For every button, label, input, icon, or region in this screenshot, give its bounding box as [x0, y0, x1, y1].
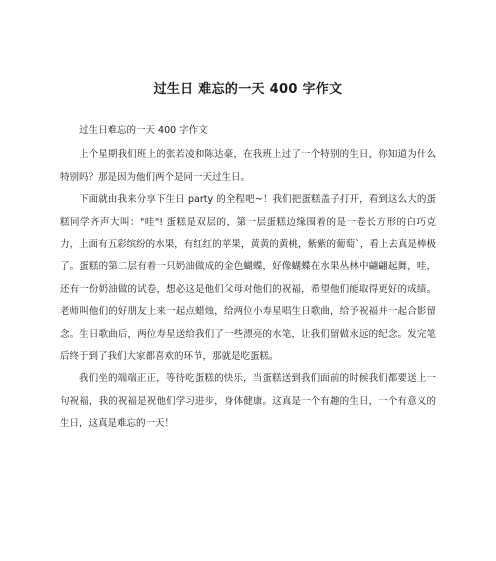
document-title: 过生日 难忘的一天 400 字作文: [153, 82, 343, 97]
document-body: [60, 120, 436, 436]
paragraph-3: 我们坐的端端正正，等待吃蛋糕的快乐，当蛋糕送到我们面前的时候我们都要送上一句祝福，我的祝福是祝他们学习进步，身体健康。这真是一个有趣的生日，一个有意义的生日，这真是难忘的一天！: [60, 373, 436, 430]
document-subtitle: 过生日难忘的一天 400 字作文: [79, 125, 208, 136]
paragraph-2: 下面就由我来分享下生日 party 的全程吧~！我们把蛋糕盖子打开，看到这么大的蛋糕同学齐声大叫："哇"! 蛋糕是双层的，第一层蛋糕边缘围着的是一卷长方形的白巧克力，上面有五彩缤纷的水果，有红红的苹果，黄黄的黄桃，紫紫的葡萄`，看上去真是棒极了。蛋糕的第二层有着一只奶油做成的金色蝴蝶，好像蝴蝶在水果丛林中翩翩起舞，哇，还有一份奶油做的试卷，想必这是他们父母对他们的祝福，希望他们能取得更好的成绩。老师叫他们的好朋友上来一起点蜡烛，给两位小寿星唱生日歌曲，给予祝福并一起合影留念。生日歌曲后，两位寿星送给我们了一些漂亮的水笔，让我们留做永远的纪念。发完笔后终于到了我们大家都喜欢的环节，那就是吃蛋糕。: [60, 194, 436, 363]
paragraph-1: 上个星期我们班上的张若凌和陈达豪，在我班上过了一个特别的生日，你知道为什么特别吗？那是因为他们两个是同一天过生日。: [60, 149, 436, 183]
